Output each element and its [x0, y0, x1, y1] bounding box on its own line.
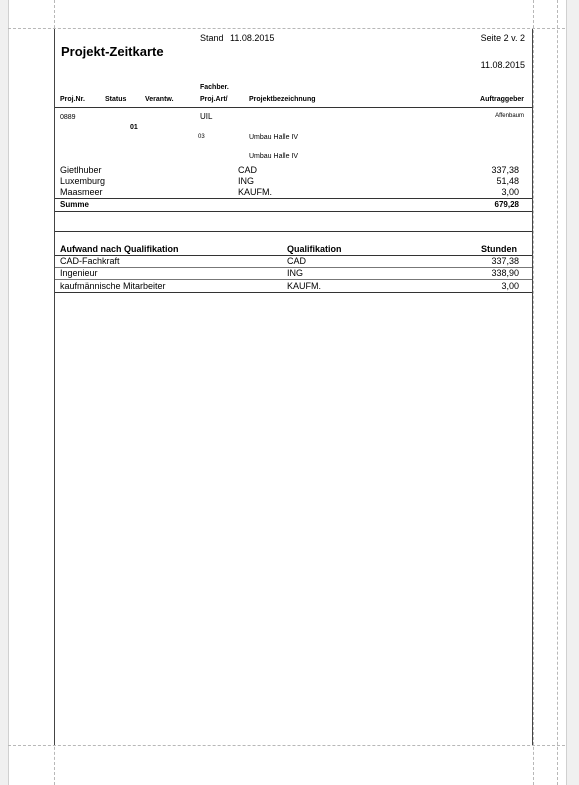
stand-date: 11.08.2015 — [230, 33, 275, 43]
qual-row-name: Ingenieur — [60, 268, 98, 278]
project-bezeichnung-1: Umbau Halle IV — [249, 134, 299, 141]
qual-row-qual: KAUFM. — [287, 281, 322, 291]
qual-row-name: kaufmännische Mitarbeiter — [60, 281, 166, 291]
employee-row-hours: 337,38 — [491, 165, 519, 175]
project-nr: 0889 — [60, 114, 76, 121]
project-fachber: UIL — [200, 112, 213, 121]
qual-row-hours: 337,38 — [491, 256, 519, 266]
content-right-border — [532, 29, 533, 745]
project-auftraggeber: Affenbaum — [495, 113, 524, 119]
stand-label: Stand — [200, 33, 224, 43]
qual-row-name: CAD-Fachkraft — [60, 256, 120, 266]
employee-row-hours: 51,48 — [496, 176, 519, 186]
qual-header-aufwand: Aufwand nach Qualifikation — [60, 244, 179, 254]
employee-row-qual: CAD — [238, 165, 258, 175]
col-status: Status — [105, 96, 127, 103]
col-verantw: Verantw. — [145, 96, 174, 103]
print-date: 11.08.2015 — [480, 60, 525, 70]
col-fachber: Fachber. — [200, 84, 229, 91]
col-proj-art: Proj.Art/ — [200, 96, 228, 103]
summe-value: 679,28 — [494, 200, 519, 209]
top-margin-guide — [8, 28, 565, 29]
qual-row-hours: 3,00 — [501, 281, 519, 291]
qual-row-qual: CAD — [287, 256, 307, 266]
qual-row-hours: 338,90 — [491, 268, 519, 278]
bottom-margin-guide — [8, 745, 565, 746]
employee-row-qual: KAUFM. — [238, 187, 273, 197]
employee-row-qual: ING — [238, 176, 255, 186]
content-left-border — [54, 29, 55, 745]
project-art: 03 — [198, 134, 205, 140]
page-info: Seite 2 v. 2 — [480, 33, 525, 43]
employee-row-hours: 3,00 — [501, 187, 519, 197]
project-bezeichnung-2: Umbau Halle IV — [249, 153, 299, 160]
page-title: Projekt-Zeitkarte — [61, 44, 164, 59]
right-edge-guide — [557, 0, 558, 785]
employee-row-name: Maasmeer — [60, 187, 103, 197]
summe-bottom-divider — [55, 211, 532, 212]
col-projektbezeichnung: Projektbezeichnung — [249, 96, 316, 103]
qual-row-qual: ING — [287, 268, 304, 278]
project-status: 01 — [130, 124, 138, 131]
qualification-bottom-divider — [55, 292, 532, 293]
employee-row-name: Gietlhuber — [60, 165, 102, 175]
header-divider — [55, 107, 532, 108]
col-auftraggeber: Auftraggeber — [480, 96, 524, 103]
summe-divider — [55, 198, 532, 199]
qualification-top-divider — [55, 231, 532, 232]
qual-row-divider — [55, 279, 532, 280]
right-margin-guide — [533, 0, 534, 785]
report-page — [8, 0, 567, 785]
qual-header-stunden: Stunden — [481, 244, 517, 254]
col-proj-nr: Proj.Nr. — [60, 96, 85, 103]
employee-row-name: Luxemburg — [60, 176, 106, 186]
qual-header-qualifikation: Qualifikation — [287, 244, 342, 254]
summe-label: Summe — [60, 200, 89, 209]
